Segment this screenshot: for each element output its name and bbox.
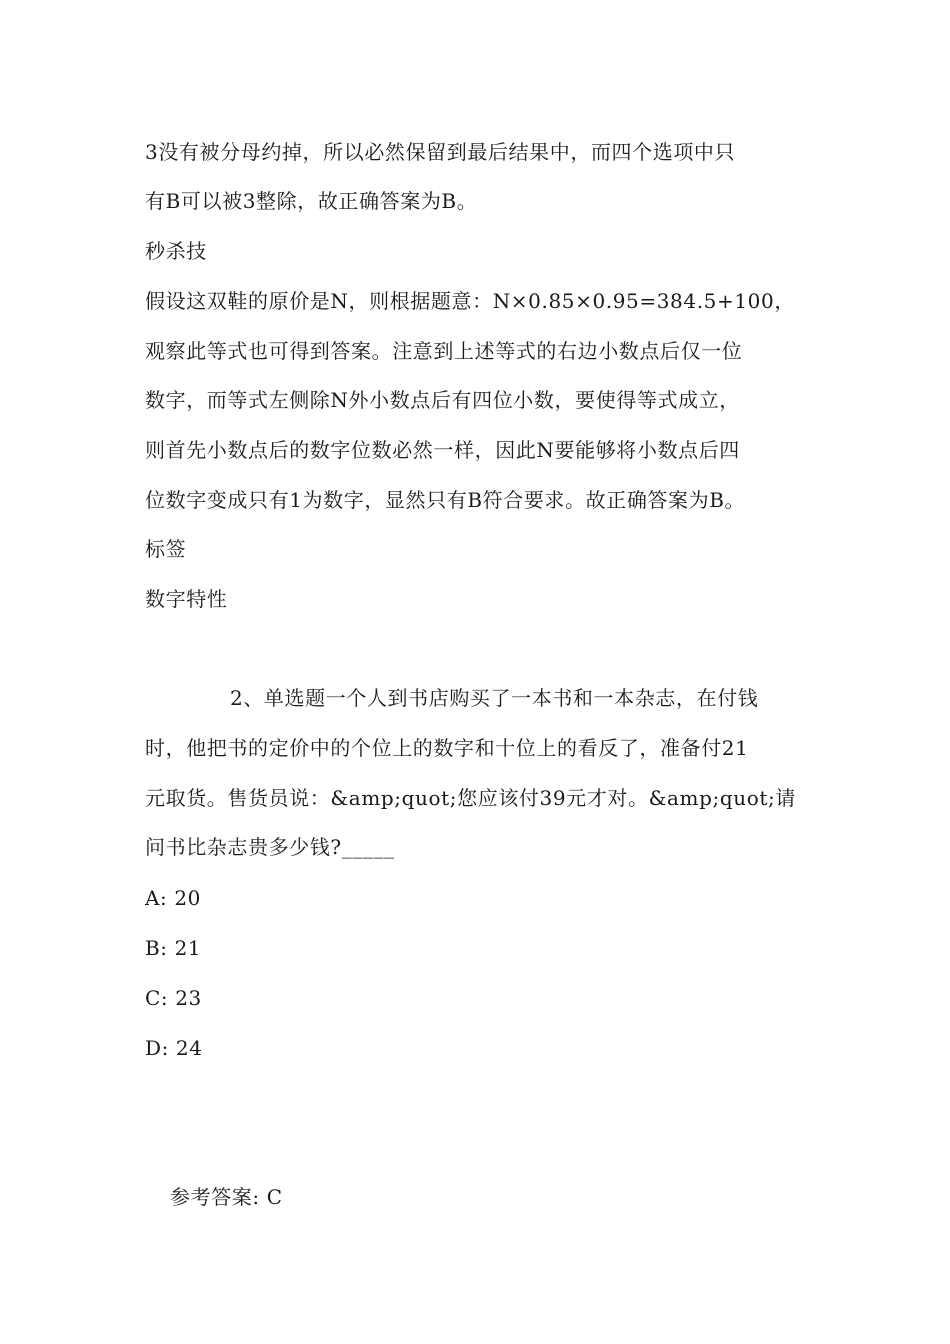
trick-line-1: 假设这双鞋的原价是N，则根据题意：N×0.85×0.95=384.5+100， — [145, 289, 795, 313]
trick-heading: 秒杀技 — [145, 239, 207, 263]
trick-line-2: 观察此等式也可得到答案。注意到上述等式的右边小数点后仅一位 — [145, 339, 743, 363]
reference-answer: 参考答案: C — [170, 1185, 283, 1209]
option-b: B: 21 — [145, 936, 202, 960]
question-line-3: 元取货。售货员说：&amp;quot;您应该付39元才对。&amp;quot;请 — [145, 786, 796, 810]
trick-line-5: 位数字变成只有1为数字，显然只有B符合要求。故正确答案为B。 — [145, 488, 746, 512]
trick-line-3: 数字，而等式左侧除N外小数点后有四位小数，要使得等式成立， — [145, 388, 740, 412]
option-d: D: 24 — [145, 1036, 203, 1060]
trick-line-4: 则首先小数点后的数字位数必然一样，因此N要能够将小数点后四 — [145, 438, 740, 462]
explanation-line-1: 3没有被分母约掉，所以必然保留到最后结果中，而四个选项中只 — [145, 140, 736, 164]
tags-value: 数字特性 — [145, 587, 228, 611]
explanation-line-2: 有B可以被3整除，故正确答案为B。 — [145, 189, 478, 213]
question-line-1: 2、单选题一个人到书店购买了一本书和一本杂志，在付钱 — [230, 686, 759, 710]
option-c: C: 23 — [145, 986, 202, 1010]
question-line-4: 问书比杂志贵多少钱?_____ — [145, 835, 395, 859]
question-line-2: 时，他把书的定价中的个位上的数字和十位上的看反了，准备付21 — [145, 736, 749, 760]
tags-heading: 标签 — [145, 537, 187, 561]
option-a: A: 20 — [145, 886, 201, 910]
